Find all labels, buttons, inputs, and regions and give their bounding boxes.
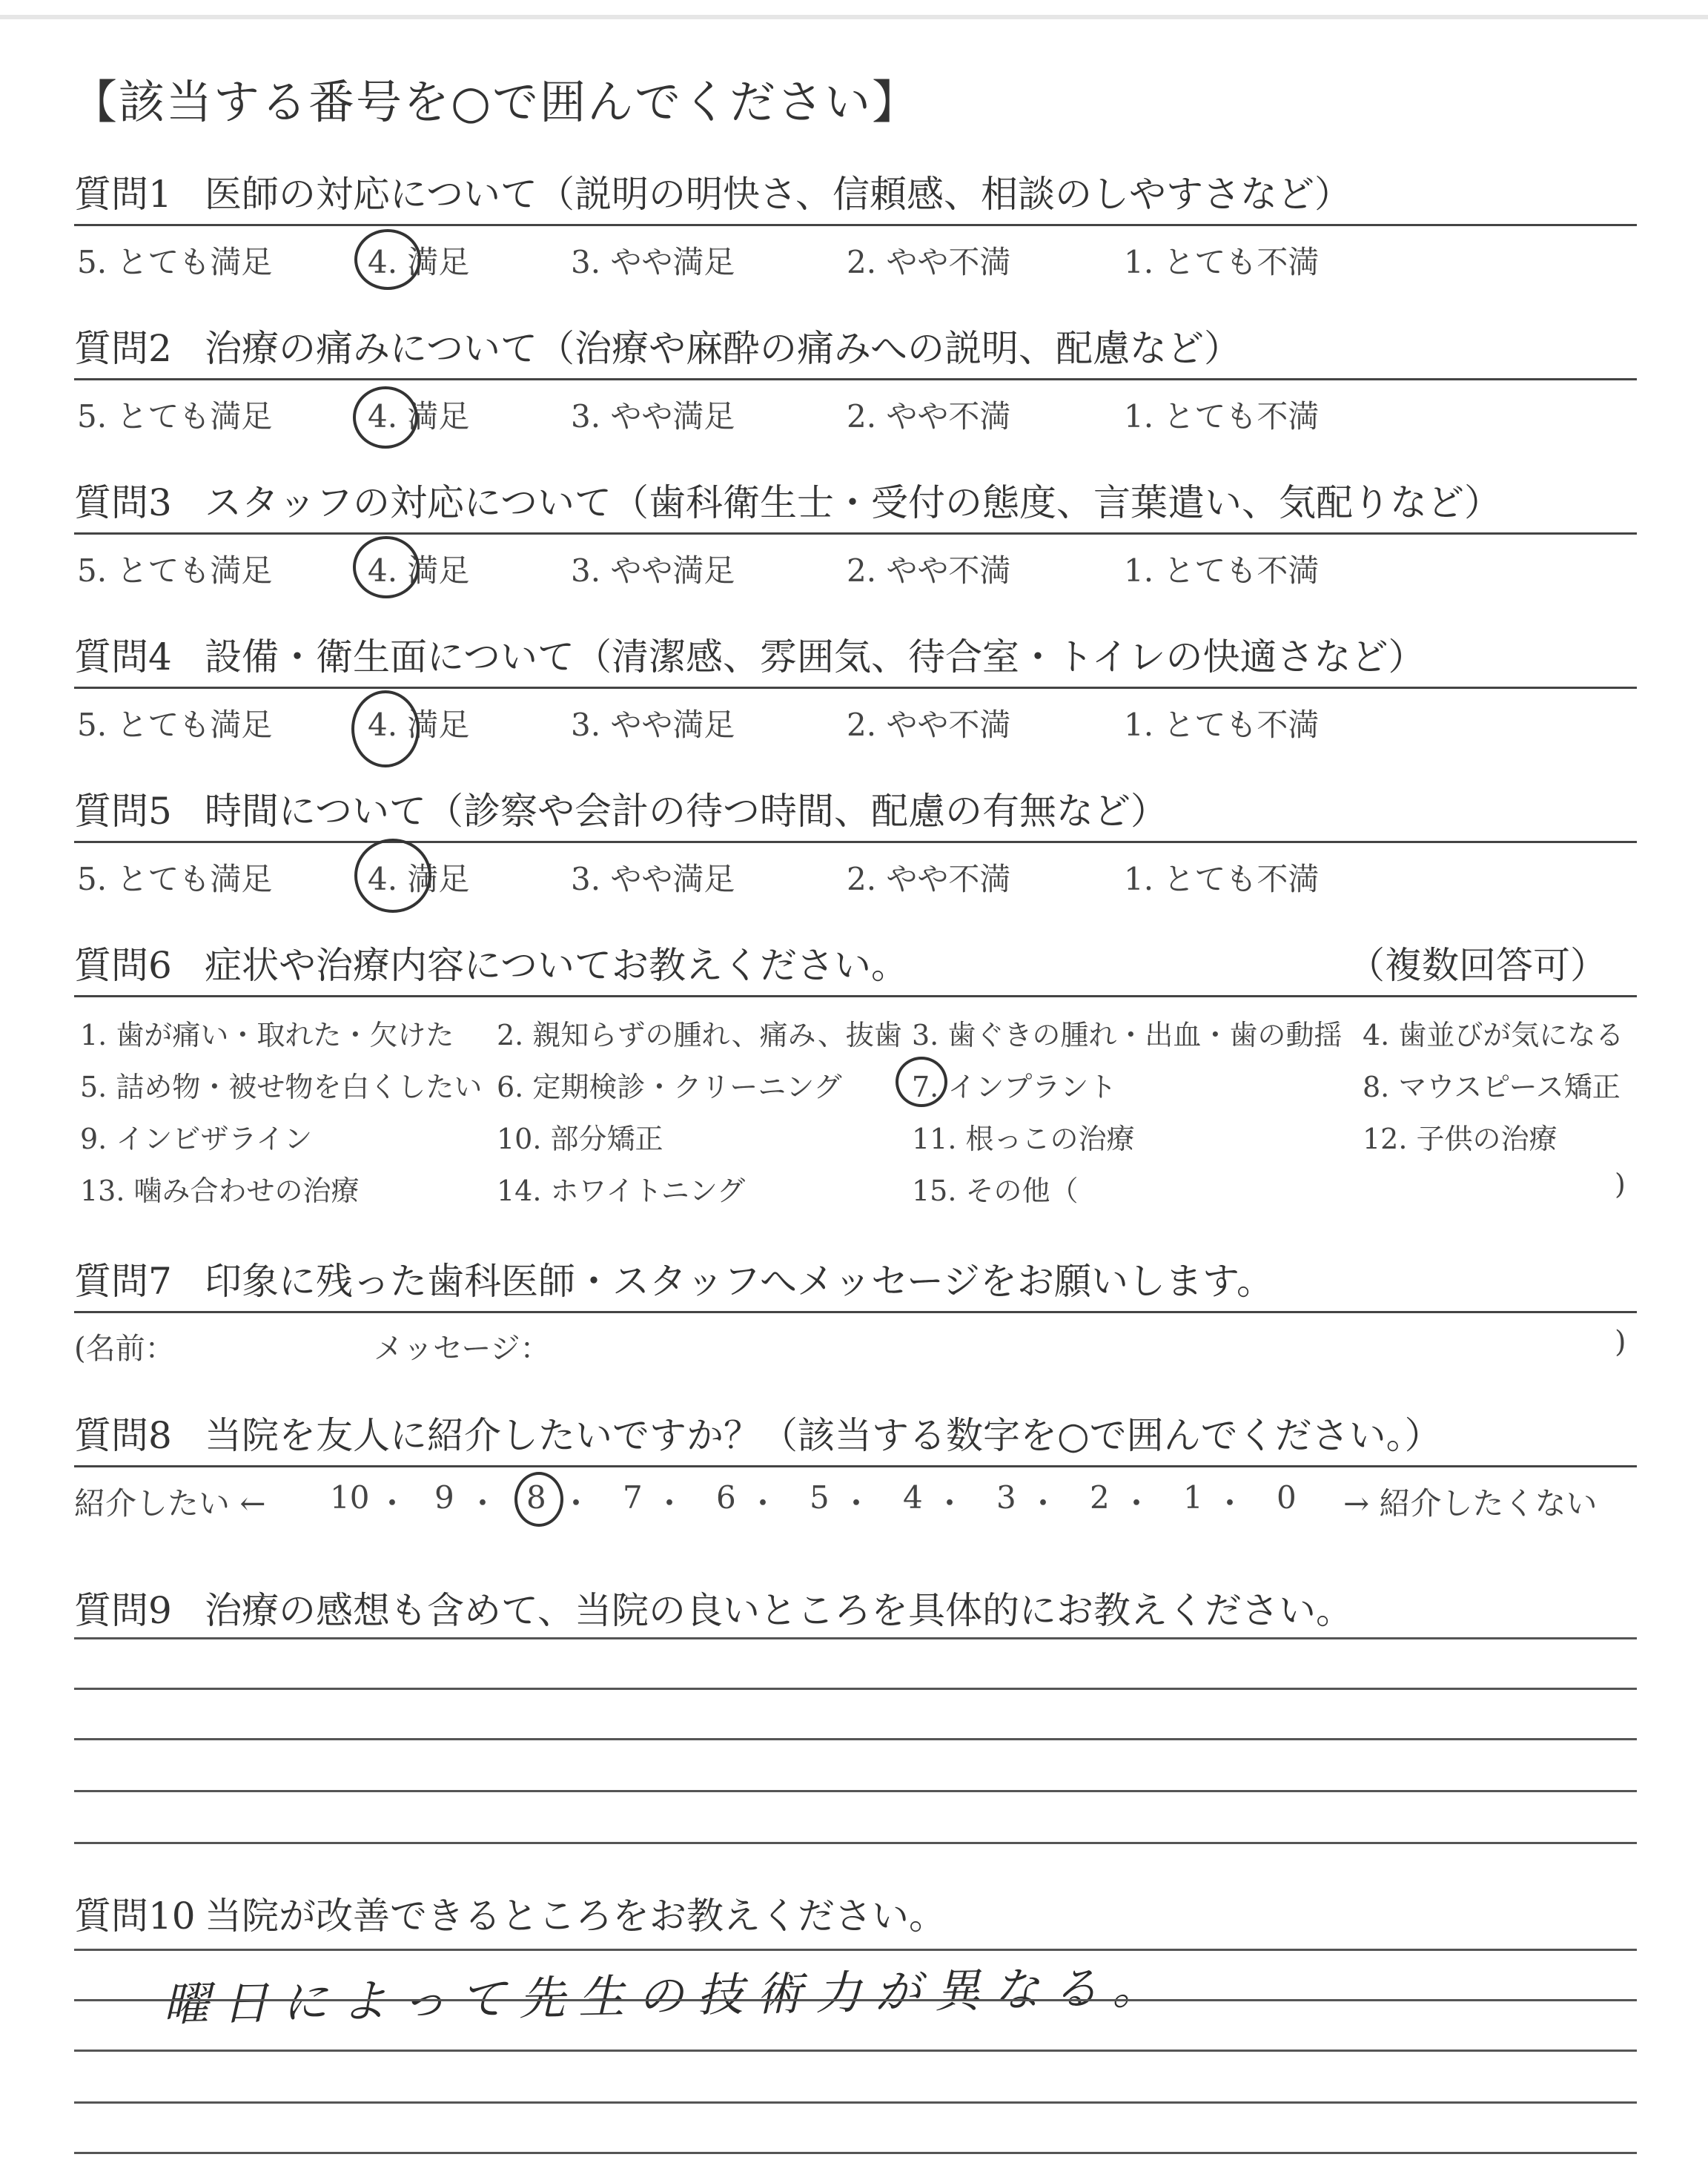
page-top-edge [0, 15, 1708, 19]
multiple-answers-note: （複数回答可） [1348, 944, 1607, 987]
treatment-option[interactable]: 15. その他（ [912, 1175, 1079, 1207]
treatment-option[interactable]: 2. 親知らずの腫れ、痛み、抜歯 [497, 1019, 902, 1051]
question-text: 当院を友人に紹介したいですか？（該当する数字を○で囲んでください。） [205, 1414, 1442, 1457]
handwritten-answer: 曜日によって先生の技術力が異なる。 [162, 1960, 1172, 2032]
option-1[interactable]: 1. とても不満 [1124, 244, 1320, 280]
question-number: 質問3 [74, 481, 172, 524]
treatment-option[interactable]: 12. 子供の治療 [1363, 1123, 1558, 1155]
question-number: 質問6 [74, 944, 172, 987]
treatment-option[interactable]: 5. 詰め物・被せ物を白くしたい [80, 1071, 483, 1103]
writing-line [74, 2050, 1637, 2052]
scale-dot: ・ [1121, 1485, 1153, 1522]
option-1[interactable]: 1. とても不満 [1124, 398, 1320, 435]
treatment-option[interactable]: 11. 根っこの治療 [912, 1123, 1135, 1155]
treatment-option[interactable]: 14. ホワイトニング [497, 1175, 746, 1207]
scale-value[interactable]: 5 [810, 1479, 830, 1516]
option-4[interactable]: 4. 満足 [368, 707, 470, 743]
question-number: 質問9 [74, 1589, 172, 1632]
message-close-paren: ) [1615, 1325, 1626, 1359]
question-text: 時間について（診察や会計の待つ時間、配慮の有無など） [205, 790, 1168, 833]
question-9 [74, 1581, 1637, 1640]
scale-value[interactable]: 2 [1090, 1479, 1110, 1516]
option-3[interactable]: 3. やや満足 [571, 552, 735, 589]
rating-options [74, 380, 1637, 435]
scale-value[interactable]: 9 [434, 1479, 454, 1516]
question-1 [74, 165, 1637, 278]
question-text: 当院が改善できるところをお教えください。 [205, 1895, 946, 1938]
treatment-option[interactable]: 9. インビザライン [80, 1123, 313, 1155]
scale-value[interactable]: 3 [996, 1479, 1016, 1516]
question-text: 印象に残った歯科医師・スタッフへメッセージをお願いします。 [205, 1260, 1274, 1303]
other-close-paren: ) [1615, 1168, 1626, 1200]
handdrawn-selection-circle [354, 839, 431, 913]
question-text: 設備・衛生面について（清潔感、雰囲気、待合室・トイレの快適さなど） [205, 635, 1426, 678]
scale-value[interactable]: 1 [1183, 1479, 1203, 1516]
question-number: 質問1 [74, 173, 172, 216]
question-6 [74, 936, 1637, 1220]
scale-value[interactable]: 8 [526, 1479, 546, 1516]
question-number: 質問8 [74, 1414, 172, 1457]
treatment-option[interactable]: 6. 定期検診・クリーニング [497, 1071, 842, 1103]
question-number: 質問7 [74, 1260, 172, 1303]
option-1[interactable]: 1. とても不満 [1124, 552, 1320, 589]
option-1[interactable]: 1. とても不満 [1124, 707, 1320, 743]
scale-dot: ・ [560, 1485, 592, 1522]
rating-options [74, 689, 1637, 741]
question-2 [74, 319, 1637, 435]
scale-dot: ・ [377, 1485, 408, 1522]
question-5 [74, 782, 1637, 895]
treatment-option[interactable]: 1. 歯が痛い・取れた・欠けた [80, 1019, 454, 1051]
scale-dot: ・ [654, 1485, 686, 1522]
writing-line [74, 1949, 1637, 1951]
option-5[interactable]: 5. とても満足 [77, 398, 273, 435]
treatment-option[interactable]: 8. マウスピース矯正 [1363, 1071, 1621, 1103]
writing-line [74, 2101, 1637, 2104]
scale-value[interactable]: 0 [1277, 1479, 1297, 1516]
recommend-scale [74, 1467, 1637, 1527]
question-number: 質問5 [74, 790, 172, 833]
question-3 [74, 473, 1637, 587]
handdrawn-selection-circle [351, 690, 420, 767]
option-2[interactable]: 2. やや不満 [847, 861, 1011, 897]
option-4[interactable]: 4. 満足 [368, 552, 470, 589]
option-3[interactable]: 3. やや満足 [571, 707, 735, 743]
option-5[interactable]: 5. とても満足 [77, 707, 273, 743]
handdrawn-selection-circle [354, 229, 421, 290]
option-5[interactable]: 5. とても満足 [77, 552, 273, 589]
writing-line [74, 1999, 1637, 2001]
scale-value[interactable]: 6 [716, 1479, 736, 1516]
scale-dot: ・ [841, 1485, 873, 1522]
scale-left-label: 紹介したい ← [74, 1485, 266, 1522]
scale-dot: ・ [1027, 1485, 1059, 1522]
treatment-option[interactable]: 4. 歯並びが気になる [1363, 1019, 1624, 1051]
option-4[interactable]: 4. 満足 [368, 398, 470, 435]
question-number: 質問4 [74, 635, 172, 678]
writing-line [74, 1842, 1637, 1844]
writing-line [74, 1790, 1637, 1792]
option-5[interactable]: 5. とても満足 [77, 244, 273, 280]
scale-dot: ・ [1214, 1485, 1246, 1522]
rating-options [74, 535, 1637, 587]
rating-options [74, 843, 1637, 895]
message-label: メッセージ： [374, 1332, 550, 1366]
option-3[interactable]: 3. やや満足 [571, 861, 735, 897]
question-number: 質問10 [74, 1895, 196, 1938]
question-4 [74, 627, 1637, 741]
writing-line [74, 1738, 1637, 1740]
writing-line [74, 1637, 1637, 1639]
question-number: 質問2 [74, 327, 172, 370]
scale-right-label: → 紹介したくない [1343, 1485, 1598, 1522]
question-text: 治療の感想も含めて、当院の良いところを具体的にお教えください。 [205, 1589, 1353, 1632]
option-2[interactable]: 2. やや不満 [847, 707, 1011, 743]
option-4[interactable]: 4. 満足 [368, 244, 470, 280]
treatment-option[interactable]: 7. インプラント [912, 1071, 1117, 1103]
question-text: 医師の対応について（説明の明快さ、信頼感、相談のしやすさなど） [205, 173, 1351, 216]
question-text: スタッフの対応について（歯科衛生士・受付の態度、言葉遣い、気配りなど） [205, 481, 1501, 524]
treatment-option[interactable]: 3. 歯ぐきの腫れ・出血・歯の動揺 [912, 1019, 1343, 1051]
scale-dot: ・ [467, 1485, 499, 1522]
scale-value[interactable]: 4 [903, 1479, 923, 1516]
question-10 [74, 1886, 1637, 1946]
form-header: 【該当する番号を○で囲んでください】 [71, 75, 920, 129]
scale-value[interactable]: 7 [623, 1479, 643, 1516]
question-text: 治療の痛みについて（治療や麻酔の痛みへの説明、配慮など） [205, 327, 1241, 370]
question-7 [74, 1252, 1637, 1365]
question-8 [74, 1406, 1637, 1527]
option-5[interactable]: 5. とても満足 [77, 861, 273, 897]
option-1[interactable]: 1. とても不満 [1124, 861, 1320, 897]
option-4[interactable]: 4. 満足 [368, 861, 470, 897]
treatment-option[interactable]: 13. 噛み合わせの治療 [80, 1175, 360, 1207]
treatment-option[interactable]: 10. 部分矯正 [497, 1123, 663, 1155]
handdrawn-selection-circle [353, 386, 418, 449]
option-2[interactable]: 2. やや不満 [847, 398, 1011, 435]
rating-options [74, 226, 1637, 278]
writing-line [74, 2152, 1637, 2154]
option-3[interactable]: 3. やや満足 [571, 398, 735, 435]
option-2[interactable]: 2. やや不満 [847, 552, 1011, 589]
writing-line [74, 1688, 1637, 1690]
handdrawn-selection-circle [896, 1057, 947, 1107]
option-2[interactable]: 2. やや不満 [847, 244, 1011, 280]
scale-value[interactable]: 10 [330, 1479, 370, 1516]
treatment-options [74, 997, 1637, 1220]
option-3[interactable]: 3. やや満足 [571, 244, 735, 280]
name-label: (名前： [74, 1332, 175, 1366]
scale-dot: ・ [934, 1485, 966, 1522]
handdrawn-selection-circle [353, 536, 420, 598]
question-text: 症状や治療内容についてお教えください。 [205, 944, 908, 987]
message-row [74, 1313, 1637, 1365]
scale-dot: ・ [747, 1485, 779, 1522]
handdrawn-selection-circle [514, 1472, 563, 1527]
